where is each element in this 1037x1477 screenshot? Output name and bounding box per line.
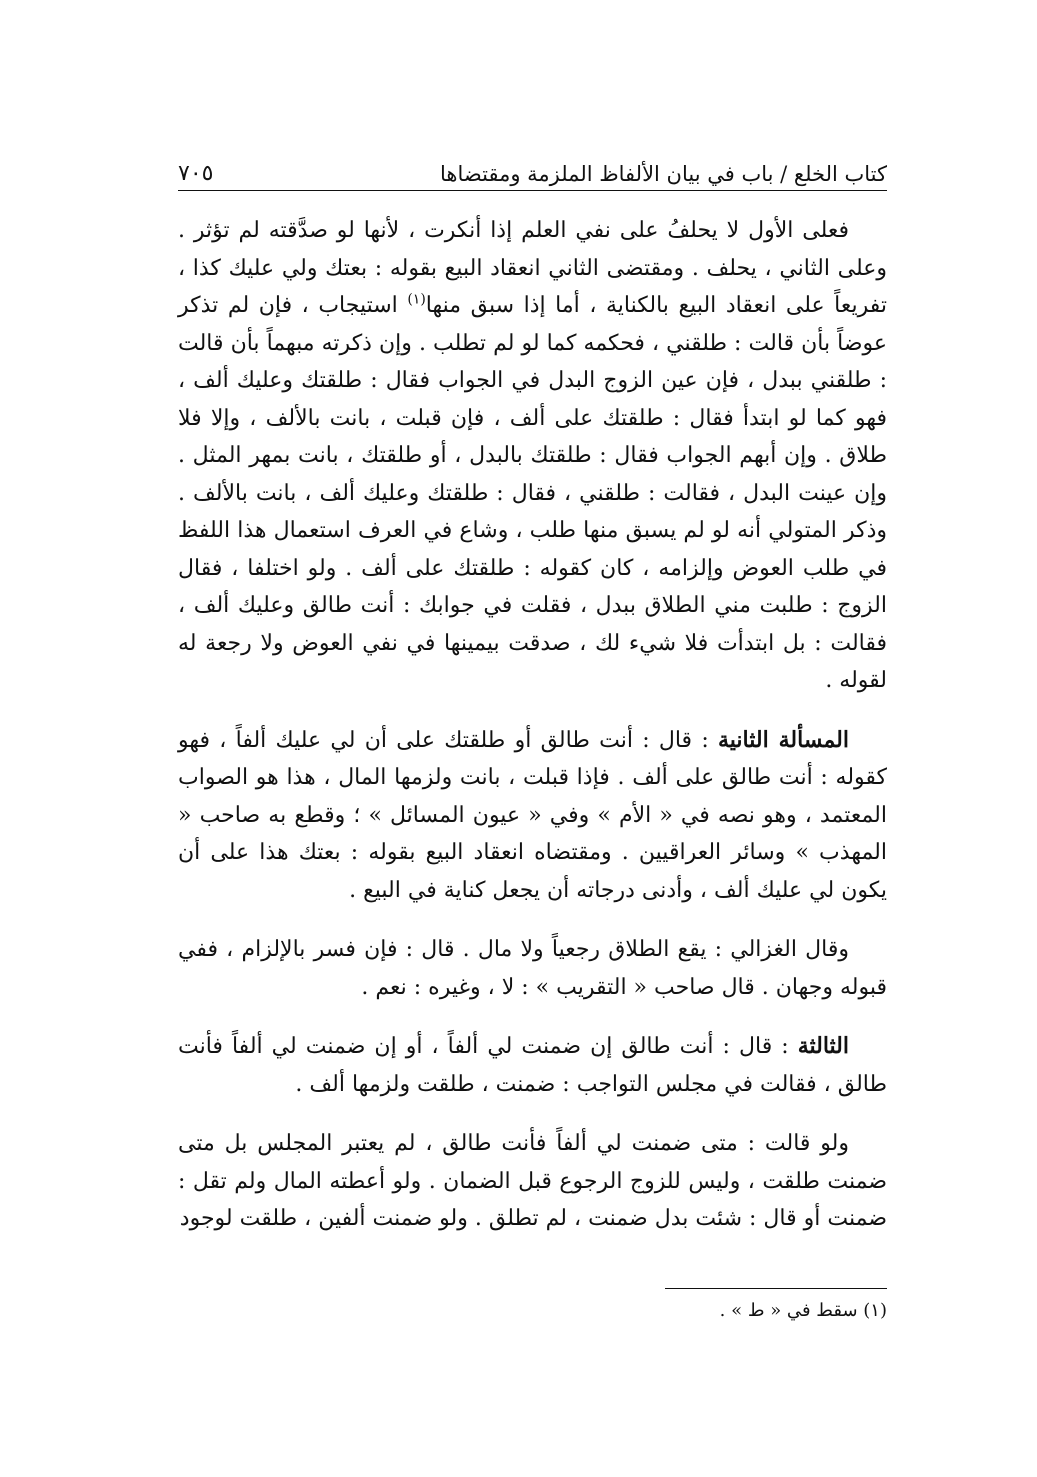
paragraph-5-text: ولو قالت : متى ضمنت لي ألفاً فأنت طالق ، لم يعتبر المجلس بل متى ضمنت طلقت ، وليس للزوج الرجوع قبل الضمان . ولو أعطته المال ولم تقل : ضمنت أو قال : شئت بدل ضمنت ، لم تطلق . ولو ضمنت ألفين ، طلقت لوجود [178, 1131, 887, 1231]
paragraph-2-text: : قال : أنت طالق أو طلقتك على أن لي عليك ألفاً ، فهو كقوله : أنت طالق على ألف . فإذا قبلت ، بانت ولزمها المال ، هذا هو الصواب المعتمد ، وهو نصه في « الأم » وفي « عيون المسائل » ؛ وقطع به صاحب « المهذب » وسائر العراقيين . ومقتضاه انعقاد البيع بقوله : بعتك هذا على أن يكون لي عليك ألف ، وأدنى درجاته أن يجعل كناية في البيع . [178, 727, 887, 903]
footnote-rule [665, 1288, 887, 1289]
footnote [487, 1300, 887, 1321]
footnote-reference: (١) [407, 291, 426, 308]
paragraph-3-text: وقال الغزالي : يقع الطلاق رجعياً ولا مال . قال : فإن فسر بالإلزام ، ففي قبوله وجهان . قال صاحب « التقريب » : لا ، وغيره : نعم . [178, 937, 887, 1000]
paragraph-4 [178, 1028, 887, 1103]
paragraph-1 [178, 212, 887, 700]
paragraph-1-text-a: فعلى الأول لا يحلفُ على نفي العلم إذا أنكرت ، لأنها لو صدَّقته لم تؤثر . وعلى الثاني ، يحلف . ومقتضى الثاني انعقاد البيع بقوله : بعتك ولي عليك كذا ، تفريعاً على انعقاد البيع بالكناية ، أما إذا سبق منها [178, 218, 887, 318]
paragraph-4-text: : قال : أنت طالق إن ضمنت لي ألفاً ، أو إن ضمنت لي ألفاً فأنت طالق ، فقالت في مجلس التواجب : ضمنت ، طلقت ولزمها ألف . [178, 1034, 887, 1097]
paragraph-2 [178, 722, 887, 910]
running-title: كتاب الخلع / باب في بيان الألفاظ الملزمة ومقتضاها [440, 162, 887, 186]
page-number: ٧٠٥ [178, 161, 214, 186]
paragraph-2-lead: المسألة الثانية [718, 726, 849, 753]
paragraph-5 [178, 1125, 887, 1238]
footnote-number: (١) [863, 1300, 887, 1321]
page-header [178, 150, 887, 186]
header-rule [178, 190, 887, 191]
paragraph-3 [178, 931, 887, 1006]
paragraph-4-lead: الثالثة [797, 1033, 849, 1059]
main-text [178, 212, 887, 1260]
paragraph-1-text-b: استيجاب ، فإن لم تذكر عوضاً بأن قالت : طلقني ، فحكمه كما لو لم تطلب . وإن ذكرته مبهماً بأن قالت : طلقني ببدل ، فإن عين الزوج البدل في الجواب فقال : طلقتك وعليك ألف ، فهو كما لو ابتدأ فقال : طلقتك على ألف ، فإن قبلت ، بانت بالألف ، وإلا فلا طلاق . وإن أبهم الجواب فقال : طلقتك بالبدل ، أو طلقتك ، بانت بمهر المثل . وإن عينت البدل ، فقالت : طلقني ، فقال : طلقتك وعليك ألف ، بانت بالألف . وذكر المتولي أنه لو لم يسبق منها طلب ، وشاع في العرف استعمال هذا اللفظ في طلب العوض وإلزامه ، كان كقوله : طلقتك على ألف . ولو اختلفا ، فقال الزوج : طلبت مني الطلاق ببدل ، فقلت في جوابك : أنت طالق وعليك ألف ، فقالت : بل ابتدأت فلا شيء لك ، صدقت بيمينها في نفي العوض ولا رجعة له لقوله . [178, 293, 887, 693]
footnote-text: سقط في « ط » . [719, 1300, 864, 1321]
